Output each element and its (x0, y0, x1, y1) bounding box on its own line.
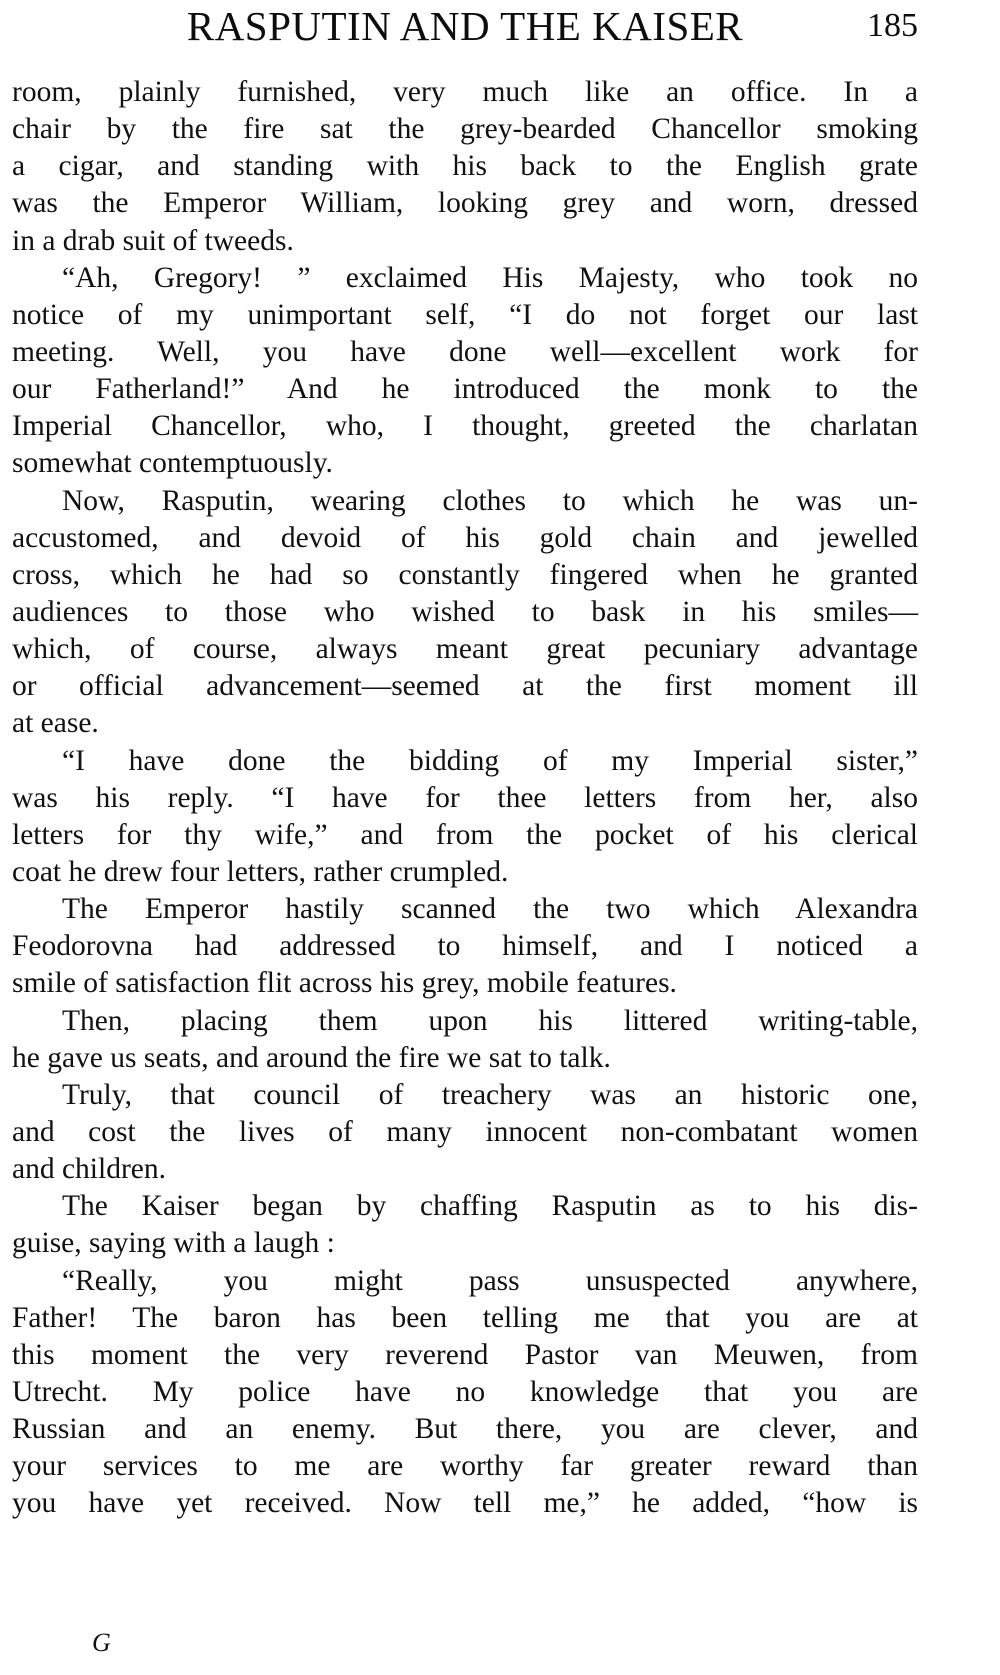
text-line: Then, placing them upon his littered writing-table, (62, 1004, 918, 1037)
text-line: Now, Rasputin, wearing clothes to which he was un- (62, 484, 918, 517)
text-line: notice of my unimportant self, “I do not forget our last (12, 298, 918, 331)
book-page (12, 0, 918, 1675)
text-line: in a drab suit of tweeds. (12, 224, 294, 257)
text-line: and cost the lives of many innocent non-combatant women (12, 1115, 918, 1148)
running-title: RASPUTIN AND THE KAISER (186, 3, 744, 49)
text-line: and children. (12, 1153, 166, 1186)
text-line: he gave us seats, and around the fire we sat to talk. (12, 1041, 611, 1074)
text-line: guise, saying with a laugh : (12, 1227, 335, 1260)
text-line: meeting. Well, you have done well—excellent work for (12, 335, 918, 368)
text-line: our Fatherland!” And he introduced the monk to the (12, 373, 918, 406)
text-line: your services to me are worthy far greater reward than (12, 1450, 918, 1483)
text-line: room, plainly furnished, very much like an office. In a (12, 76, 918, 108)
text-line: or official advancement—seemed at the first moment ill (12, 670, 918, 703)
text-line: letters for thy wife,” and from the pocket of his clerical (12, 818, 918, 851)
text-line: Imperial Chancellor, who, I thought, greeted the charlatan (12, 410, 918, 443)
text-line: at ease. (12, 707, 99, 740)
text-line: The Kaiser began by chaffing Rasputin as to his dis- (62, 1190, 918, 1223)
text-line: somewhat contemptuously. (12, 447, 333, 480)
text-line: audiences to those who wished to bask in his smiles— (12, 595, 918, 628)
text-line: Truly, that council of treachery was an historic one, (62, 1078, 918, 1111)
text-line: was the Emperor William, looking grey and worn, dressed (12, 187, 918, 220)
text-line: was his reply. “I have for thee letters from her, also (12, 781, 918, 814)
text-line: you have yet received. Now tell me,” he added, “how is (12, 1487, 918, 1520)
text-line: “Ah, Gregory! ” exclaimed His Majesty, who took no (62, 261, 918, 294)
signature-mark: G (92, 1628, 111, 1657)
running-header (12, 0, 918, 52)
body-text (12, 74, 918, 1522)
text-line: Utrecht. My police have no knowledge that you are (12, 1375, 918, 1408)
text-line: The Emperor hastily scanned the two which Alexandra (62, 893, 918, 926)
text-line: “I have done the bidding of my Imperial sister,” (62, 744, 918, 777)
text-line: smile of satisfaction flit across his grey, mobile features. (12, 967, 677, 1000)
text-line: Russian and an enemy. But there, you are clever, and (12, 1413, 918, 1446)
text-line: chair by the fire sat the grey-bearded Chancellor smoking (12, 113, 918, 146)
text-line: this moment the very reverend Pastor van Meuwen, from (12, 1338, 918, 1371)
text-line: which, of course, always meant great pecuniary advantage (12, 633, 918, 666)
text-line: “Really, you might pass unsuspected anywhere, (62, 1264, 918, 1297)
page-number: 185 (867, 7, 918, 44)
text-line: a cigar, and standing with his back to the English grate (12, 150, 918, 183)
text-line: Feodorovna had addressed to himself, and I noticed a (12, 930, 918, 963)
text-line: accustomed, and devoid of his gold chain and jewelled (12, 521, 918, 554)
text-line: coat he drew four letters, rather crumpled. (12, 855, 509, 888)
text-line: cross, which he had so constantly fingered when he granted (12, 558, 918, 591)
text-line: Father! The baron has been telling me that you are at (12, 1301, 918, 1334)
